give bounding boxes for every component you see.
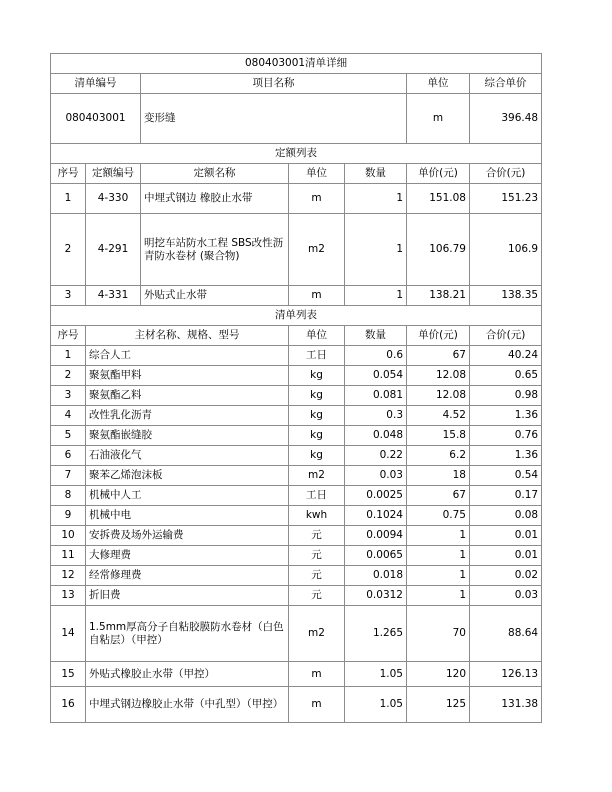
quota-code: 4-331 [86, 286, 141, 306]
bill-unit: kg [289, 426, 345, 446]
quota-code-header: 定额编号 [86, 164, 141, 184]
bill-section-title: 清单列表 [51, 306, 542, 326]
quota-qty-header: 数量 [345, 164, 407, 184]
bill-qty: 0.6 [345, 346, 407, 366]
bill-total: 40.24 [470, 346, 542, 366]
bill-no: 13 [51, 586, 86, 606]
bill-row [51, 426, 542, 446]
page-title: 080403001清单详细 [51, 54, 542, 74]
bill-name: 聚氨酯甲料 [86, 366, 289, 386]
item-unit-header: 单位 [407, 74, 470, 94]
bill-unit: 元 [289, 526, 345, 546]
bill-row [51, 486, 542, 506]
bill-qty: 1.05 [345, 662, 407, 687]
bill-row [51, 566, 542, 586]
bill-no: 6 [51, 446, 86, 466]
bill-price: 1 [407, 526, 470, 546]
bill-no: 10 [51, 526, 86, 546]
bill-unit: 元 [289, 546, 345, 566]
item-price: 396.48 [470, 94, 542, 144]
bill-price: 12.08 [407, 386, 470, 406]
bill-price: 15.8 [407, 426, 470, 446]
bill-price: 4.52 [407, 406, 470, 426]
bill-total: 0.01 [470, 526, 542, 546]
quota-name: 明挖车站防水工程 SBS改性沥青防水卷材 (聚合物) [141, 214, 289, 286]
bill-price-header: 单价(元) [407, 326, 470, 346]
bill-total: 88.64 [470, 606, 542, 662]
bill-total: 1.36 [470, 406, 542, 426]
bill-unit: m2 [289, 466, 345, 486]
bill-qty: 0.054 [345, 366, 407, 386]
bill-price: 120 [407, 662, 470, 687]
item-code-header: 清单编号 [51, 74, 141, 94]
item-header-row [51, 74, 542, 94]
bill-unit: kg [289, 446, 345, 466]
bill-total: 0.02 [470, 566, 542, 586]
title-row [51, 54, 542, 74]
bill-total: 126.13 [470, 662, 542, 687]
bill-no: 1 [51, 346, 86, 366]
item-price-header: 综合单价 [470, 74, 542, 94]
bill-header-row [51, 326, 542, 346]
bill-qty: 0.0065 [345, 546, 407, 566]
quota-no-header: 序号 [51, 164, 86, 184]
item-unit: m [407, 94, 470, 144]
bill-name: 1.5mm厚高分子自粘胶膜防水卷材（白色自粘层）（甲控） [86, 606, 289, 662]
bill-name: 机械中电 [86, 506, 289, 526]
bill-qty: 0.3 [345, 406, 407, 426]
bill-row [51, 466, 542, 486]
bill-price: 70 [407, 606, 470, 662]
quota-price-header: 单价(元) [407, 164, 470, 184]
bill-qty: 0.03 [345, 466, 407, 486]
bill-total: 0.65 [470, 366, 542, 386]
quota-section-title: 定额列表 [51, 144, 542, 164]
bill-unit: m2 [289, 606, 345, 662]
bill-name: 聚氨酯乙料 [86, 386, 289, 406]
bill-total: 0.17 [470, 486, 542, 506]
quota-total: 106.9 [470, 214, 542, 286]
bill-name: 机械中人工 [86, 486, 289, 506]
bill-row [51, 687, 542, 723]
bill-qty: 0.0312 [345, 586, 407, 606]
bill-row [51, 346, 542, 366]
bill-unit: 工日 [289, 486, 345, 506]
bill-no: 7 [51, 466, 86, 486]
bill-detail-table [50, 53, 542, 723]
bill-name: 大修理费 [86, 546, 289, 566]
quota-price: 138.21 [407, 286, 470, 306]
bill-price: 67 [407, 486, 470, 506]
quota-total: 151.23 [470, 184, 542, 214]
bill-total: 0.03 [470, 586, 542, 606]
quota-row [51, 286, 542, 306]
quota-name-header: 定额名称 [141, 164, 289, 184]
bill-price: 1 [407, 546, 470, 566]
bill-total: 0.76 [470, 426, 542, 446]
bill-price: 0.75 [407, 506, 470, 526]
bill-qty-header: 数量 [345, 326, 407, 346]
quota-no: 2 [51, 214, 86, 286]
bill-name: 折旧费 [86, 586, 289, 606]
bill-price: 1 [407, 586, 470, 606]
quota-no: 3 [51, 286, 86, 306]
bill-no: 8 [51, 486, 86, 506]
bill-unit-header: 单位 [289, 326, 345, 346]
bill-price: 125 [407, 687, 470, 723]
bill-price: 67 [407, 346, 470, 366]
quota-row [51, 214, 542, 286]
bill-unit: kg [289, 366, 345, 386]
quota-unit: m [289, 184, 345, 214]
bill-name: 聚氨酯嵌缝胶 [86, 426, 289, 446]
bill-total-header: 合价(元) [470, 326, 542, 346]
bill-row [51, 446, 542, 466]
bill-unit: 元 [289, 566, 345, 586]
bill-qty: 0.1024 [345, 506, 407, 526]
bill-row [51, 662, 542, 687]
bill-row [51, 406, 542, 426]
quota-price: 151.08 [407, 184, 470, 214]
bill-qty: 0.0025 [345, 486, 407, 506]
bill-price: 6.2 [407, 446, 470, 466]
bill-no: 9 [51, 506, 86, 526]
bill-no-header: 序号 [51, 326, 86, 346]
quota-no: 1 [51, 184, 86, 214]
bill-name: 聚苯乙烯泡沫板 [86, 466, 289, 486]
quota-qty: 1 [345, 286, 407, 306]
bill-row [51, 506, 542, 526]
bill-name-header: 主材名称、规格、型号 [86, 326, 289, 346]
bill-qty: 1.265 [345, 606, 407, 662]
bill-no: 4 [51, 406, 86, 426]
bill-unit: m [289, 687, 345, 723]
item-row [51, 94, 542, 144]
quota-qty: 1 [345, 184, 407, 214]
quota-unit-header: 单位 [289, 164, 345, 184]
bill-section-row [51, 306, 542, 326]
item-code: 080403001 [51, 94, 141, 144]
bill-price: 12.08 [407, 366, 470, 386]
bill-total: 0.54 [470, 466, 542, 486]
bill-row [51, 386, 542, 406]
bill-qty: 0.018 [345, 566, 407, 586]
quota-unit: m [289, 286, 345, 306]
bill-price: 1 [407, 566, 470, 586]
bill-no: 11 [51, 546, 86, 566]
bill-total: 0.01 [470, 546, 542, 566]
bill-unit: kg [289, 406, 345, 426]
bill-name: 中埋式钢边橡胶止水带（中孔型）（甲控） [86, 687, 289, 723]
bill-name: 综合人工 [86, 346, 289, 366]
bill-no: 14 [51, 606, 86, 662]
bill-name: 外贴式橡胶止水带（甲控） [86, 662, 289, 687]
bill-unit: kwh [289, 506, 345, 526]
quota-price: 106.79 [407, 214, 470, 286]
quota-header-row [51, 164, 542, 184]
bill-name: 改性乳化沥青 [86, 406, 289, 426]
bill-total: 0.98 [470, 386, 542, 406]
bill-row [51, 546, 542, 566]
bill-row [51, 366, 542, 386]
bill-no: 2 [51, 366, 86, 386]
bill-row [51, 606, 542, 662]
bill-unit: 工日 [289, 346, 345, 366]
bill-unit: 元 [289, 586, 345, 606]
bill-no: 12 [51, 566, 86, 586]
bill-qty: 0.22 [345, 446, 407, 466]
bill-row [51, 526, 542, 546]
quota-name: 外贴式止水带 [141, 286, 289, 306]
bill-price: 18 [407, 466, 470, 486]
bill-qty: 1.05 [345, 687, 407, 723]
bill-name: 安拆费及场外运输费 [86, 526, 289, 546]
bill-unit: m [289, 662, 345, 687]
bill-name: 石油液化气 [86, 446, 289, 466]
quota-total-header: 合价(元) [470, 164, 542, 184]
quota-name: 中埋式钢边 橡胶止水带 [141, 184, 289, 214]
item-name: 变形缝 [141, 94, 407, 144]
quota-row [51, 184, 542, 214]
item-name-header: 项目名称 [141, 74, 407, 94]
bill-qty: 0.081 [345, 386, 407, 406]
quota-code: 4-330 [86, 184, 141, 214]
bill-no: 5 [51, 426, 86, 446]
bill-no: 3 [51, 386, 86, 406]
bill-no: 16 [51, 687, 86, 723]
quota-total: 138.35 [470, 286, 542, 306]
bill-total: 1.36 [470, 446, 542, 466]
bill-unit: kg [289, 386, 345, 406]
quota-unit: m2 [289, 214, 345, 286]
bill-total: 131.38 [470, 687, 542, 723]
bill-total: 0.08 [470, 506, 542, 526]
quota-code: 4-291 [86, 214, 141, 286]
bill-no: 15 [51, 662, 86, 687]
bill-qty: 0.0094 [345, 526, 407, 546]
bill-qty: 0.048 [345, 426, 407, 446]
quota-qty: 1 [345, 214, 407, 286]
quota-section-row [51, 144, 542, 164]
bill-row [51, 586, 542, 606]
bill-name: 经常修理费 [86, 566, 289, 586]
